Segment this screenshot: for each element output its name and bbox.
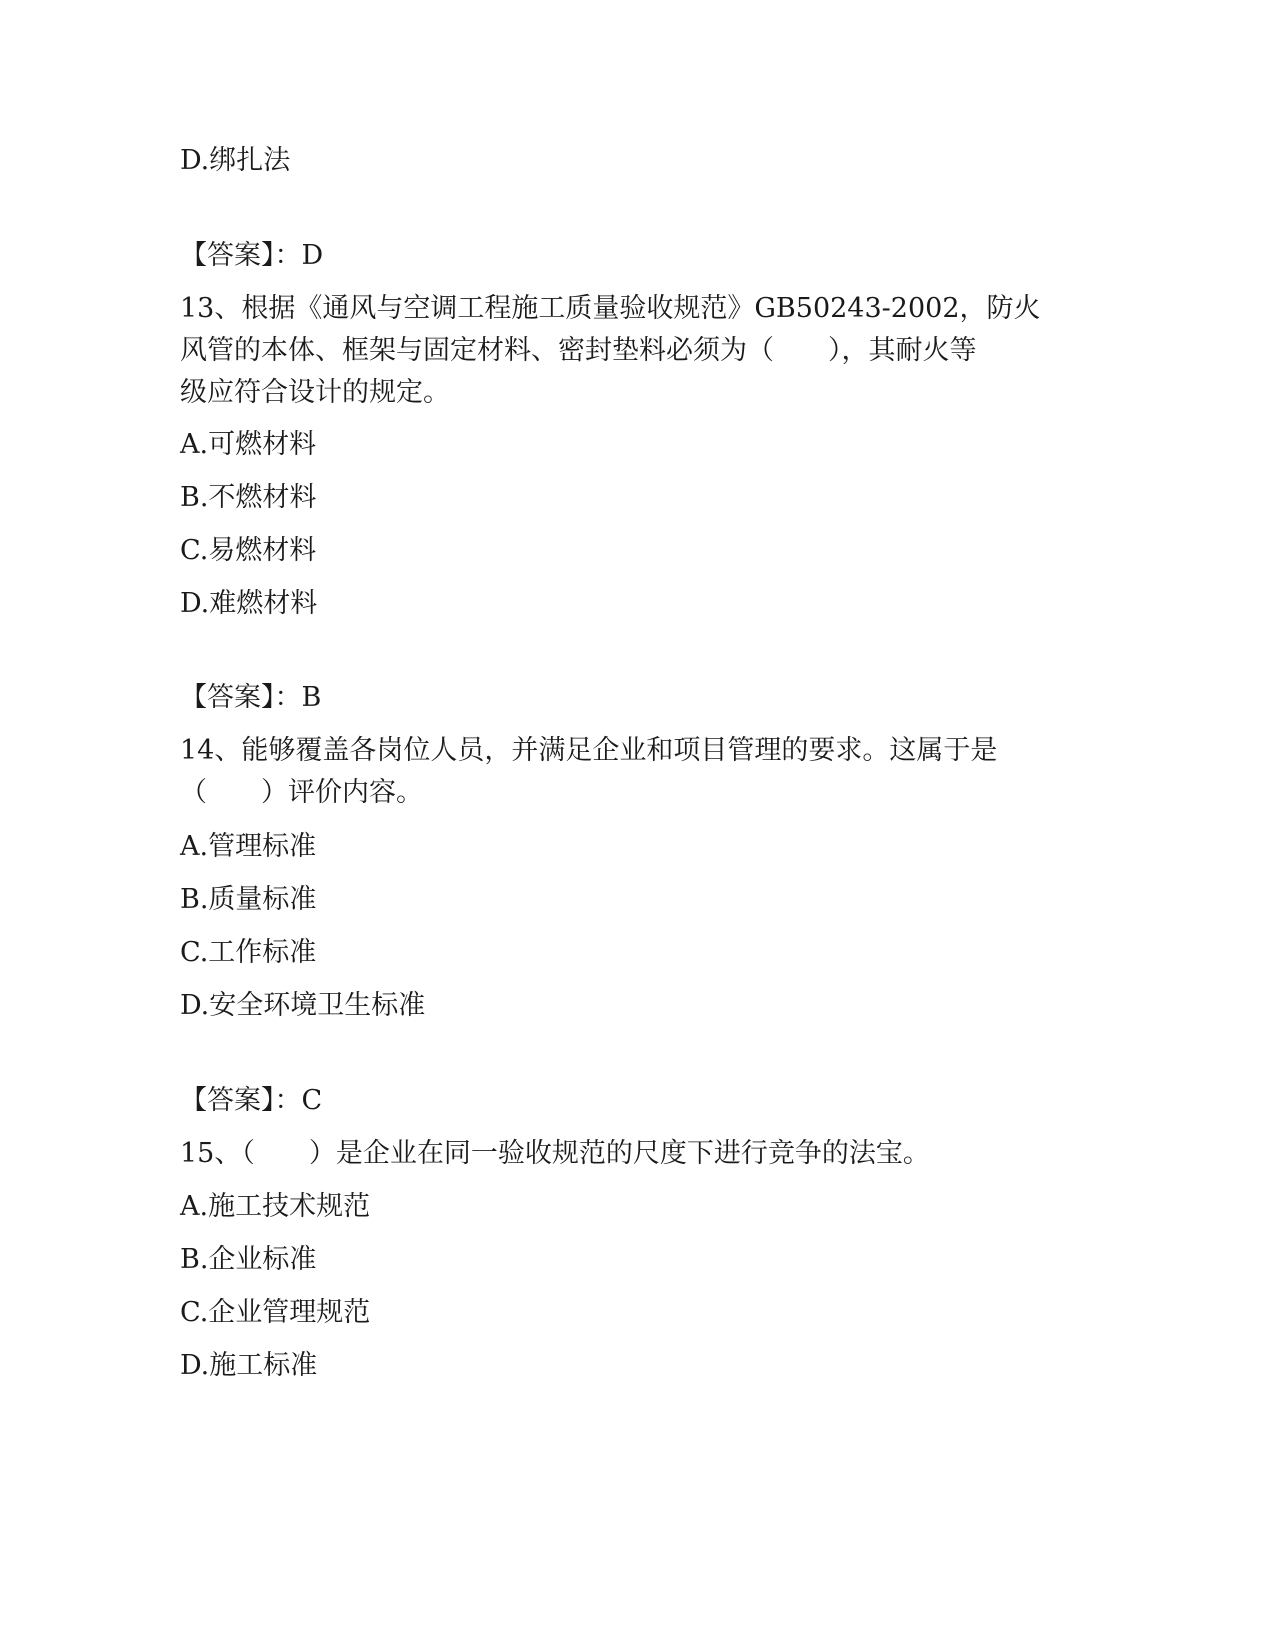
question-15-option-b: B.企业标准 bbox=[180, 1244, 317, 1275]
question-15-option-d: D.施工标准 bbox=[180, 1350, 318, 1381]
question-15-option-a: A.施工技术规范 bbox=[180, 1191, 371, 1222]
question-13-option-a: A.可燃材料 bbox=[180, 429, 317, 460]
question-13-stem-line-1: 13、根据《通风与空调工程施工质量验收规范》GB50243-2002，防火 bbox=[180, 293, 1041, 324]
question-13-stem-line-2: 风管的本体、框架与固定材料、密封垫料必须为（ ），其耐火等 bbox=[180, 335, 977, 366]
question-13-option-b: B.不燃材料 bbox=[180, 482, 317, 513]
question-13-answer: 【答案】：B bbox=[180, 682, 322, 713]
question-14-answer: 【答案】：C bbox=[180, 1085, 323, 1116]
question-14-option-b: B.质量标准 bbox=[180, 884, 317, 915]
question-14-stem-line-2: （ ）评价内容。 bbox=[180, 777, 423, 808]
answer-line: 【答案】：D bbox=[180, 240, 324, 271]
option-d: D.绑扎法 bbox=[180, 145, 291, 176]
question-14-option-c: C.工作标准 bbox=[180, 937, 317, 968]
question-14-option-d: D.安全环境卫生标准 bbox=[180, 990, 426, 1021]
question-14-stem-line-1: 14、能够覆盖各岗位人员，并满足企业和项目管理的要求。这属于是 bbox=[180, 735, 998, 766]
question-15-stem-line-1: 15、（ ）是企业在同一验收规范的尺度下进行竞争的法宝。 bbox=[180, 1138, 930, 1169]
question-13-option-d: D.难燃材料 bbox=[180, 588, 318, 619]
question-13-stem-line-3: 级应符合设计的规定。 bbox=[180, 377, 450, 408]
question-15-option-c: C.企业管理规范 bbox=[180, 1297, 371, 1328]
question-14-option-a: A.管理标准 bbox=[180, 831, 317, 862]
question-13-option-c: C.易燃材料 bbox=[180, 535, 317, 566]
